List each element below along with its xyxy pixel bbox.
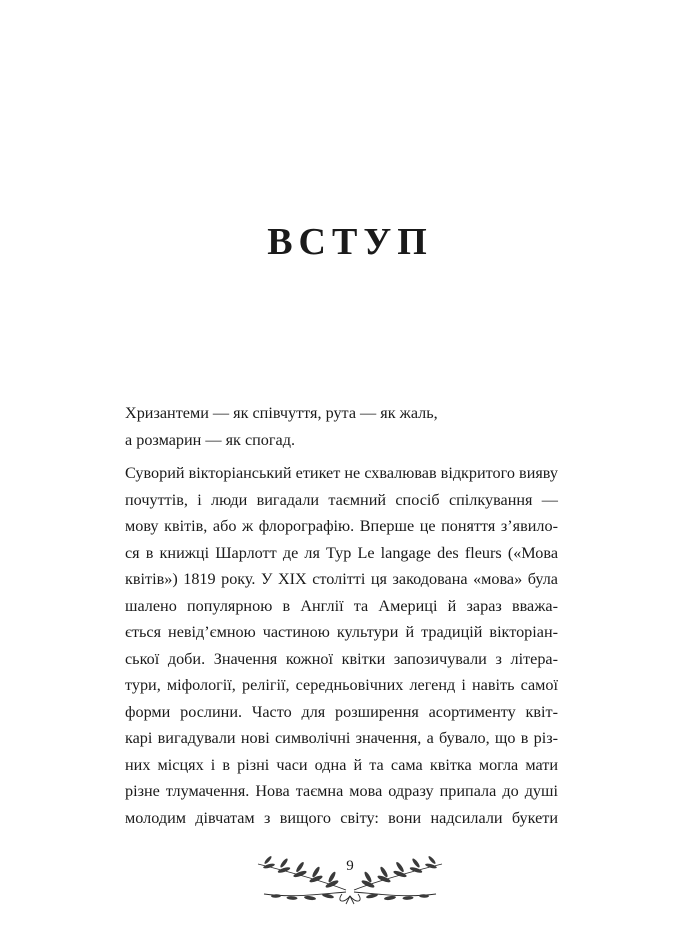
epigraph-line: Хризантеми — як співчуття, рута — як жаль, [125, 404, 438, 422]
body-line: карі вигадували нові символічні значення, а бувало, що в різ- [125, 729, 558, 747]
body-line: них місцях і в різні часи одна й та сама квітка могла мати [125, 755, 558, 774]
body-line: різне тлумачення. Нова таємна мова одразу припала до душі [125, 782, 558, 800]
epigraph [125, 400, 558, 453]
body-paragraph [125, 460, 558, 831]
epigraph-line: а розмарин — як спогад. [125, 430, 296, 449]
body-line: ся в книжці Шарлотт де ля Тур Le langage des fleurs («Мова [125, 543, 558, 562]
body-line: молодим дівчатам з вищого світу: вони надсилали букети [125, 808, 558, 827]
body-line: Суворий вікторіанський етикет не схвалював відкритого вияву [125, 464, 558, 482]
body-line: шалено популярною в Англії та Америці й зараз вважа- [125, 596, 558, 615]
page-number: 9 [346, 858, 354, 874]
body-line: квітів») 1819 року. У XIX столітті ця закодована «мова» була [125, 570, 558, 588]
body-line: почуттів, і люди вигадали таємний спосіб спілкування — [125, 490, 558, 509]
chapter-title: ВСТУП [267, 221, 433, 263]
body-line: ської доби. Значення кожної квітки запозичували з літера- [125, 649, 558, 668]
body-line: ється невід’ємною частиною культури й традицій вікторіан- [125, 623, 558, 641]
body-line: тури, міфології, релігії, середньовічних легенд і навіть самої [125, 676, 558, 694]
body-line: форми рослини. Часто для розширення асортименту квіт- [125, 702, 558, 721]
body-line: мову квітів, або ж флорографію. Вперше це поняття з’явило- [125, 517, 558, 535]
